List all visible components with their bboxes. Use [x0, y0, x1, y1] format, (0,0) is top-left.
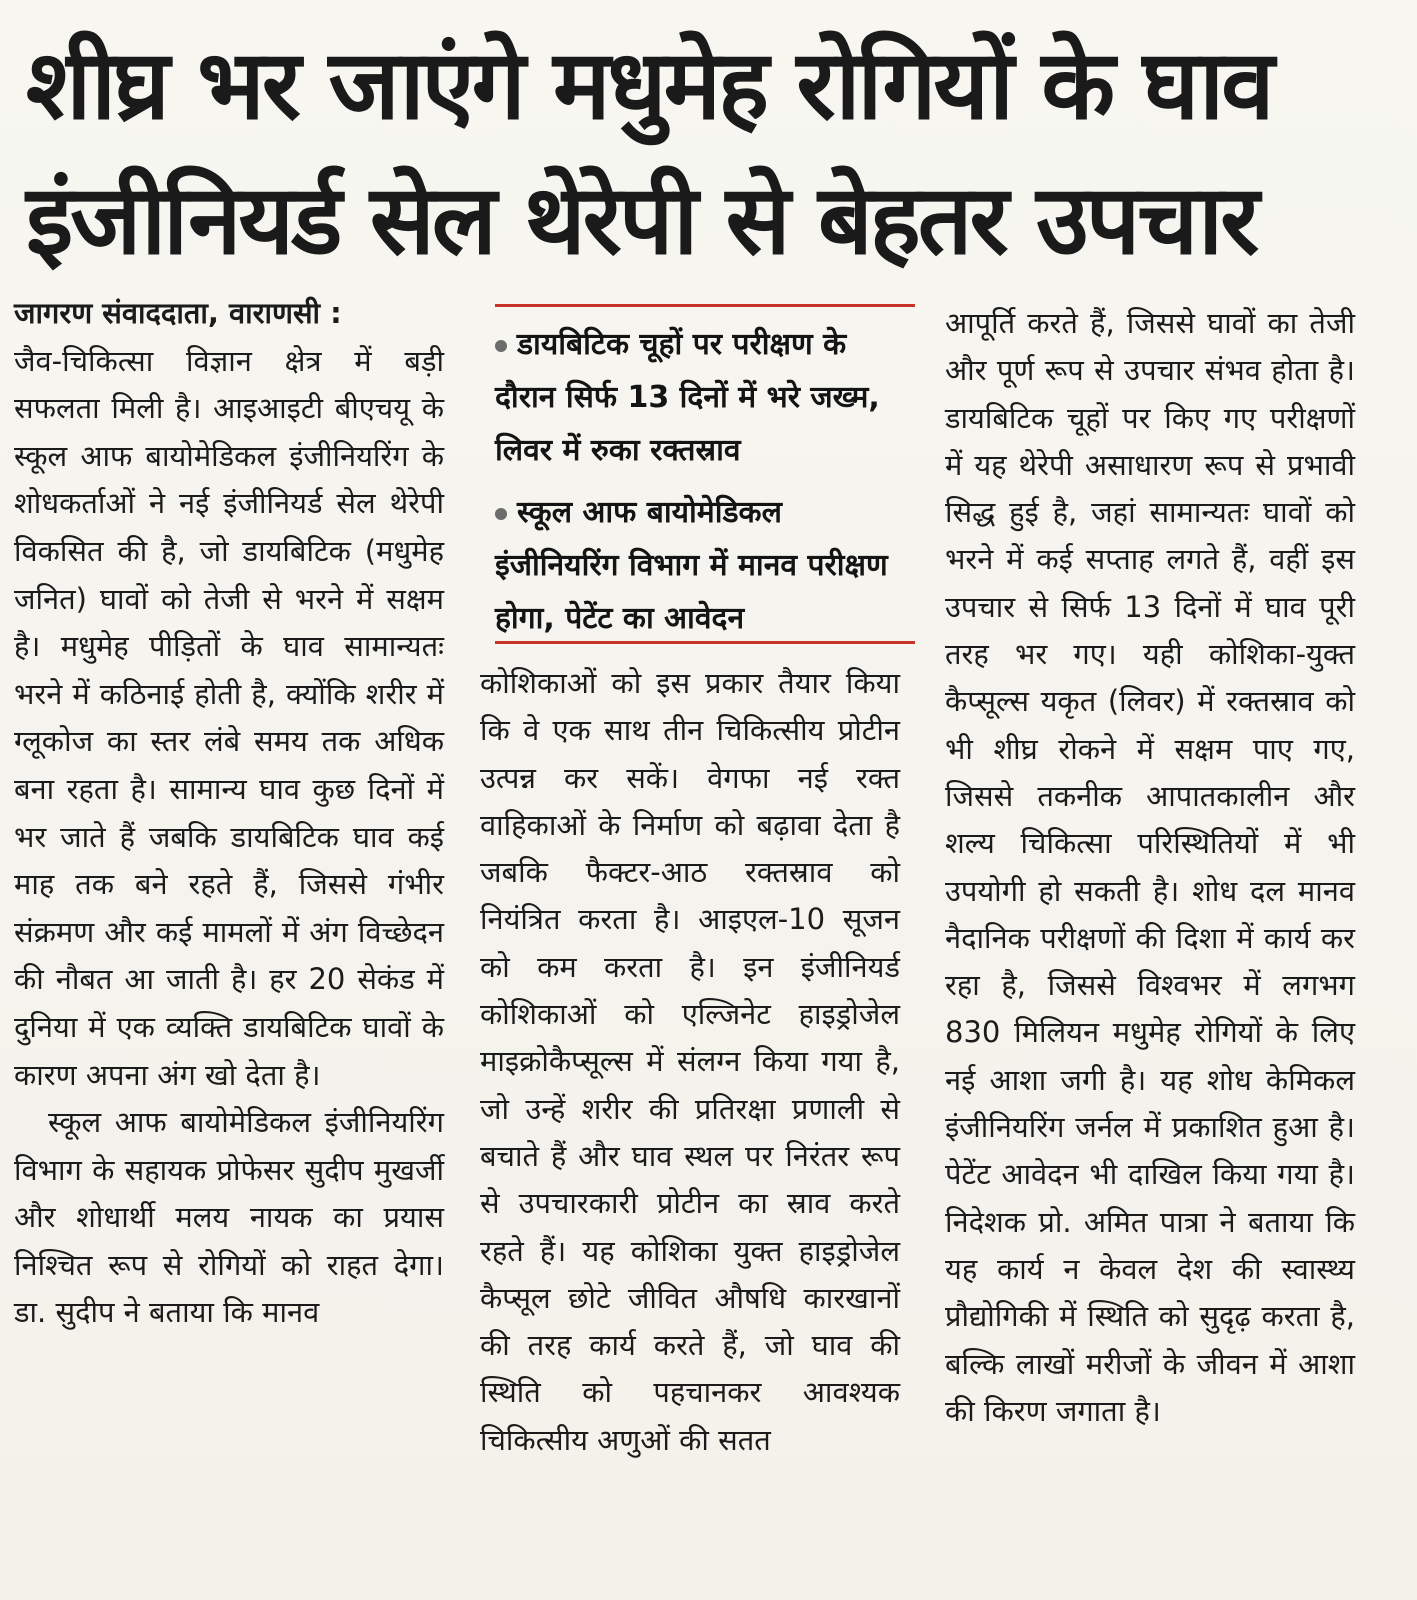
bullet-icon [495, 508, 507, 520]
highlight-text: डायबिटिक चूहों पर परीक्षण के दौरान सिर्फ 13 दिनों में भरे जख्म, लिवर में रुका रक्तस्राव [495, 327, 880, 468]
article-column-left [14, 290, 444, 1337]
headline-line-1: शीघ्र भर जाएंगे मधुमेह रोगियों के घाव [26, 29, 1272, 141]
highlight-text: स्कूल आफ बायोमेडिकल इंजीनियरिंग विभाग में मानव परीक्षण होगा, पेटेंट का आवेदन [495, 495, 888, 636]
highlight-item [495, 318, 905, 477]
article-paragraph: स्कूल आफ बायोमेडिकल इंजीनियरिंग विभाग के सहायक प्रोफेसर सुदीप मुखर्जी और शोधार्थी मलय नायक का प्रयास निश्चित रूप से रोगियों को राहत देगा। डा. सुदीप ने बताया कि मानव [14, 1105, 444, 1330]
red-divider-top [495, 304, 915, 307]
article-paragraph: कोशिकाओं को इस प्रकार तैयार किया कि वे एक साथ तीन चिकित्सीय प्रोटीन उत्पन्न कर सकें। वेगफा नई रक्त वाहिकाओं के निर्माण को बढ़ावा देता है जबकि फैक्टर-आठ रक्तस्राव को नियंत्रित करता है। आइएल-10 सूजन को कम करता है। इन इंजीनियर्ड कोशिकाओं को एल्जिनेट हाइड्रोजेल माइक्रोकैप्सूल्स में संलग्न किया गया है, जो उन्हें शरीर की प्रतिरक्षा प्रणाली से बचाते हैं और घाव स्थल पर निरंतर रूप से उपचारकारी प्रोटीन का स्राव करते रहते हैं। यह कोशिका युक्त हाइड्रोजेल कैप्सूल छोटे जीवित औषधि कारखानों की तरह कार्य करते हैं, जो घाव की स्थिति को पहचानकर आवश्यक चिकित्सीय अणुओं की सतत [480, 666, 900, 1457]
red-divider-bottom [495, 641, 915, 644]
byline: जागरण संवाददाता, वाराणसी : [14, 296, 342, 330]
article-paragraph: आपूर्ति करते हैं, जिससे घावों का तेजी और पूर्ण रूप से उपचार संभव होता है। डायबिटिक चूहों पर किए गए परीक्षणों में यह थेरेपी असाधारण रूप से प्रभावी सिद्ध हुई है, जहां सामान्यतः घावों को भरने में कई सप्ताह लगते हैं, वहीं इस उपचार से सिर्फ 13 दिनों में घाव पूरी तरह भर गए। यही कोशिका-युक्त कैप्सूल्स यकृत (लिवर) में रक्तस्राव को भी शीघ्र रोकने में सक्षम पाए गए, जिससे तकनीक आपातकालीन और शल्य चिकित्सा परिस्थितियों में भी उपयोगी हो सकती है। शोध दल मानव नैदानिक परीक्षणों की दिशा में कार्य कर रहा है, जिससे विश्वभर में लगभग 830 मिलियन मधुमेह रोगियों के लिए नई आशा जगी है। यह शोध केमिकल इंजीनियरिंग जर्नल में प्रकाशित हुआ है। पेटेंट आवेदन भी दाखिल किया गया है। निदेशक प्रो. अमित पात्रा ने बताया कि यह कार्य न केवल देश की स्वास्थ्य प्रौद्योगिकी में स्थिति को सुदृढ़ करता है, बल्कि लाखों मरीजों के जीवन में आशा की किरण जगाता है। [945, 306, 1355, 1428]
bullet-icon [495, 340, 507, 352]
article-column-middle [480, 660, 900, 1464]
headline-line-2: इंजीनियर्ड सेल थेरेपी से बेहतर उपचार [26, 164, 1257, 276]
highlights-box [495, 296, 915, 646]
article-paragraph: जैव-चिकित्सा विज्ञान क्षेत्र में बड़ी सफलता मिली है। आइआइटी बीएचयू के स्कूल आफ बायोमेडिकल इंजीनियरिंग के शोधकर्ताओं ने नई इंजीनियर्ड सेल थेरेपी विकसित की है, जो डायबिटिक (मधुमेह जनित) घावों को तेजी से भरने में सक्षम है। मधुमेह पीड़ितों के घाव सामान्यतः भरने में कठिनाई होती है, क्योंकि शरीर में ग्लूकोज का स्तर लंबे समय तक अधिक बना रहता है। सामान्य घाव कुछ दिनों में भर जाते हैं जबकि डायबिटिक घाव कई माह तक बने रहते हैं, जिससे गंभीर संक्रमण और कई मामलों में अंग विच्छेदन की नौबत आ जाती है। हर 20 सेकंड में दुनिया में एक व्यक्ति डायबिटिक घावों के कारण अपना अंग खो देता है। [14, 343, 444, 1092]
highlight-item [495, 486, 905, 645]
article-column-right [945, 300, 1355, 1435]
